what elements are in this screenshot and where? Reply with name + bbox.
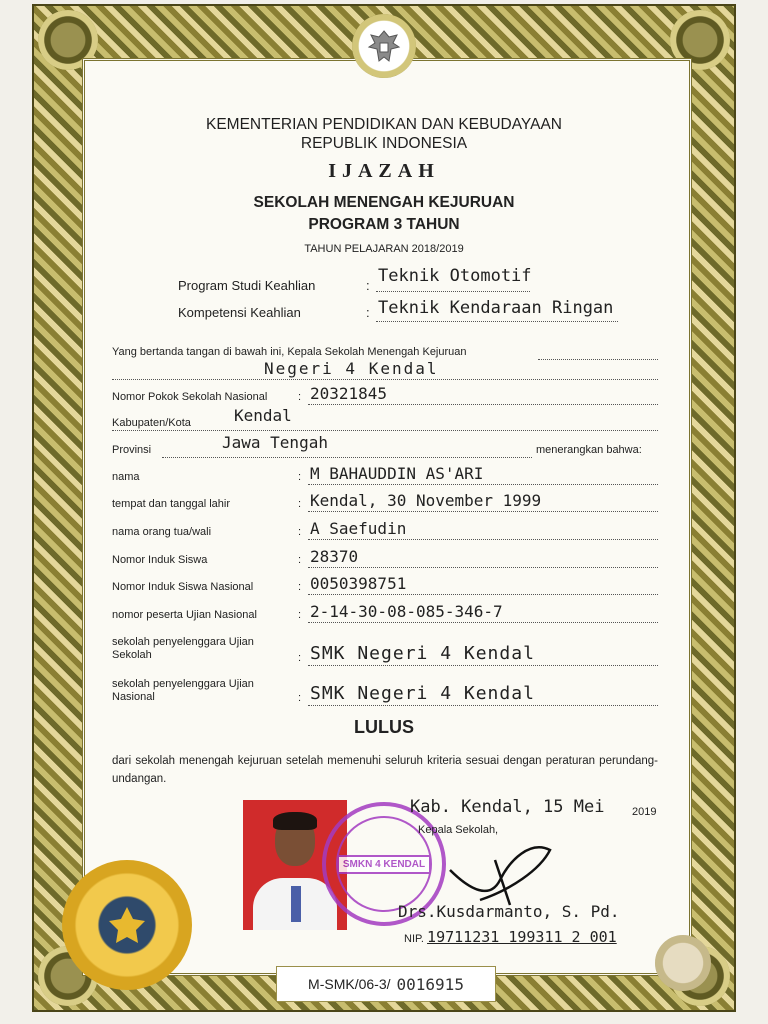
nisn-label: Nomor Induk Siswa Nasional — [112, 581, 254, 593]
dotted-line — [162, 457, 532, 458]
garuda-emblem-icon — [352, 14, 416, 78]
provinsi-label: Provinsi — [112, 444, 152, 456]
school-name-value: Negeri 4 Kendal — [264, 359, 439, 378]
stamp-text: SMKN 4 KENDAL — [337, 855, 431, 874]
dotted-line — [308, 404, 658, 405]
exam-national-value: SMK Negeri 4 Kendal — [310, 683, 535, 704]
exam-number-value: 2-14-30-08-085-346-7 — [310, 602, 503, 621]
competency-label: Kompetensi Keahlian — [178, 305, 301, 320]
kabupaten-row — [112, 407, 658, 431]
dotted-line — [308, 594, 658, 595]
exam-school-row — [112, 636, 658, 666]
serial-prefix: M-SMK/06-3/ — [308, 976, 391, 992]
colon: : — [298, 581, 302, 593]
student-field-row — [112, 599, 658, 623]
dotted-line — [376, 291, 530, 292]
exam-school-value: SMK Negeri 4 Kendal — [310, 643, 535, 664]
document-title: IJAZAH — [328, 160, 440, 182]
nis-value: 28370 — [310, 547, 359, 566]
exam-national-label-2: Nasional — [112, 691, 155, 703]
student-field-row — [112, 571, 658, 595]
nip-value: 19711231 199311 2 001 — [427, 928, 617, 946]
competency-value: Teknik Kendaraan Ringan — [378, 298, 614, 318]
dotted-line — [112, 430, 658, 431]
student-field-row — [112, 488, 658, 512]
result-paragraph: dari sekolah menengah kejuruan setelah memenuhi seluruh kriteria sesuai dengan peraturan perundang-undangan. — [112, 755, 658, 785]
dotted-line — [308, 665, 658, 666]
dotted-line — [308, 567, 658, 568]
provinsi-value: Jawa Tengah — [222, 433, 328, 452]
colon: : — [298, 391, 302, 403]
parent-label: nama orang tua/wali — [112, 526, 212, 538]
student-name-value: M BAHAUDDIN AS'ARI — [310, 464, 484, 483]
exam-number-label: nomor peserta Ujian Nasional — [112, 609, 257, 621]
colon: : — [298, 652, 302, 664]
student-field-row — [112, 461, 658, 485]
result-status: LULUS — [354, 717, 414, 737]
npsn-value: 20321845 — [310, 384, 388, 403]
nis-label: Nomor Induk Siswa — [112, 554, 208, 566]
dotted-line — [308, 622, 658, 623]
dotted-line — [308, 705, 658, 706]
signatory-role: Kepala Sekolah, — [418, 824, 499, 836]
exam-school-label-1: sekolah penyelenggara Ujian — [112, 636, 254, 648]
colon: : — [298, 526, 302, 538]
exam-school-label — [112, 636, 254, 662]
dotted-line — [376, 321, 618, 322]
colon: : — [298, 554, 302, 566]
dotted-line — [308, 539, 658, 540]
school-header — [82, 192, 686, 236]
student-field-row — [112, 544, 658, 568]
provinsi-row — [112, 434, 658, 458]
serial-number-box — [276, 966, 496, 1002]
student-field-row — [112, 516, 658, 540]
security-seal-icon — [655, 935, 711, 991]
npsn-label: Nomor Pokok Sekolah Nasional — [112, 391, 268, 403]
ministry-line-2: REPUBLIK INDONESIA — [300, 135, 468, 152]
student-name-label: nama — [112, 471, 140, 483]
birth-label: tempat dan tanggal lahir — [112, 498, 231, 510]
photo-hair — [273, 812, 317, 830]
exam-school-label-2: Sekolah — [112, 649, 152, 661]
serial-number: 0016915 — [396, 974, 464, 994]
kabupaten-label: Kabupaten/Kota — [112, 417, 191, 429]
signature-scribble-icon — [440, 830, 560, 910]
photo-tie — [291, 886, 301, 922]
nisn-value: 0050398751 — [310, 574, 407, 593]
program-study-value: Teknik Otomotif — [378, 266, 532, 286]
colon: : — [366, 305, 370, 320]
colon: : — [366, 278, 370, 293]
dotted-line — [308, 511, 658, 512]
signatory-nip — [404, 928, 617, 946]
ministry-line-1: KEMENTERIAN PENDIDIKAN DAN KEBUDAYAAN — [206, 116, 562, 133]
dotted-line — [308, 484, 658, 485]
program-duration: PROGRAM 3 TAHUN — [308, 216, 460, 233]
academic-year: TAHUN PELAJARAN 2018/2019 — [304, 243, 464, 255]
colon: : — [298, 498, 302, 510]
program-study-label: Program Studi Keahlian — [178, 278, 316, 293]
dotted-line — [112, 379, 658, 380]
exam-national-label — [112, 678, 254, 704]
colon: : — [298, 471, 302, 483]
birth-value: Kendal, 30 November 1999 — [310, 491, 542, 510]
provinsi-suffix: menerangkan bahwa: — [536, 444, 642, 456]
signature-year: 2019 — [632, 806, 657, 818]
statement-text: Yang bertanda tangan di bawah ini, Kepala Sekolah Menengah Kejuruan — [112, 346, 467, 358]
kabupaten-value: Kendal — [234, 406, 292, 425]
colon: : — [298, 692, 302, 704]
ministry-seal-icon — [62, 860, 192, 990]
school-name-row — [112, 356, 658, 380]
colon: : — [298, 609, 302, 621]
exam-national-row — [112, 674, 658, 706]
place-date: Kab. Kendal, 15 Mei — [410, 797, 605, 817]
parent-value: A Saefudin — [310, 519, 407, 538]
ministry-header — [82, 115, 686, 153]
school-type: SEKOLAH MENENGAH KEJURUAN — [253, 194, 515, 211]
nip-label: NIP. — [404, 933, 424, 945]
exam-national-label-1: sekolah penyelenggara Ujian — [112, 678, 254, 690]
npsn-row — [112, 381, 658, 405]
signatory-name: Drs.Kusdarmanto, S. Pd. — [398, 902, 620, 921]
